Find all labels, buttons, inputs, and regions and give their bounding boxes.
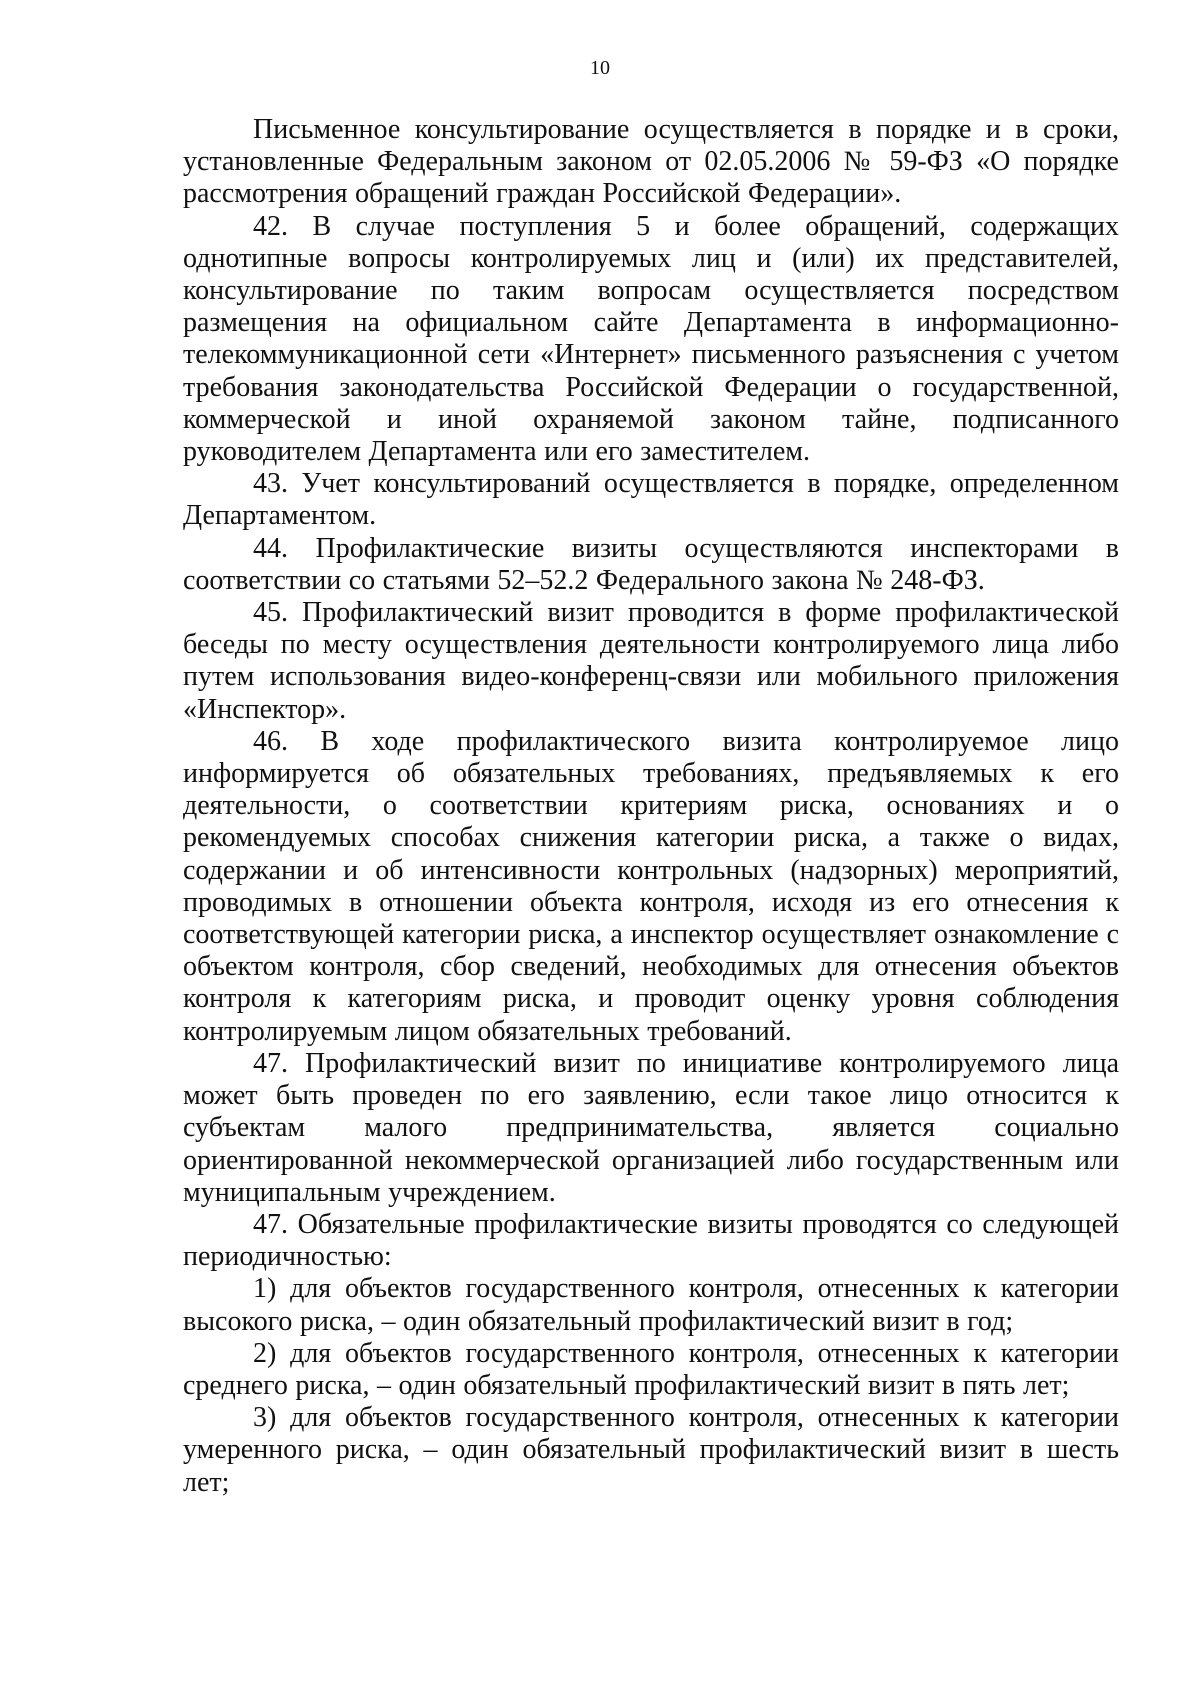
paragraph-written-consultation: Письменное консультирование осуществляется в порядке и в сроки, установленные Федеральным законом от 02.05.2006 № 59-ФЗ «О порядке рассмотрения обращений граждан Российской Федерации».: [183, 114, 1119, 210]
paragraph-45: 45. Профилактический визит проводится в форме профилактической беседы по месту осуществления деятельности контролируемого лица либо путем использования видео-конференц-связи или мобильного приложения «Инспектор».: [183, 597, 1119, 725]
document-body: [183, 114, 1119, 1499]
paragraph-44: 44. Профилактические визиты осуществляются инспекторами в соответствии со статьями 52–52.2 Федерального закона № 248-ФЗ.: [183, 532, 1119, 596]
list-item-1: 1) для объектов государственного контроля, отнесенных к категории высокого риска, – один обязательный профилактический визит в год;: [183, 1273, 1119, 1337]
list-item-2: 2) для объектов государственного контроля, отнесенных к категории среднего риска, – один обязательный профилактический визит в пять лет;: [183, 1337, 1119, 1401]
paragraph-42: 42. В случае поступления 5 и более обращений, содержащих однотипные вопросы контролируемых лиц и (или) их представителей, консультирование по таким вопросам осуществляется посредством размещения на официальном сайте Департамента в информационно-телекоммуникационной сети «Интернет» письменного разъяснения с учетом требования законодательства Российской Федерации о государственной, коммерческой и иной охраняемой законом тайне, подписанного руководителем Департамента или его заместителем.: [183, 210, 1119, 468]
paragraph-43: 43. Учет консультирований осуществляется в порядке, определенном Департаментом.: [183, 468, 1119, 532]
page-number: 10: [590, 57, 610, 79]
list-item-3: 3) для объектов государственного контроля, отнесенных к категории умеренного риска, – один обязательный профилактический визит в шесть лет;: [183, 1402, 1119, 1498]
paragraph-47-mandatory: 47. Обязательные профилактические визиты проводятся со следующей периодичностью:: [183, 1208, 1119, 1273]
paragraph-46: 46. В ходе профилактического визита контролируемое лицо информируется об обязательных требованиях, предъявляемых к его деятельности, о соответствии критериям риска, основаниях и о рекомендуемых способах снижения категории риска, а также о видах, содержании и об интенсивности контрольных (надзорных) мероприятий, проводимых в отношении объекта контроля, исходя из его отнесения к соответствующей категории риска, а инспектор осуществляет ознакомление с объектом контроля, сбор сведений, необходимых для отнесения объектов контроля к категориям риска, и проводит оценку уровня соблюдения контролируемым лицом обязательных требований.: [183, 725, 1119, 1047]
paragraph-47-initiative: 47. Профилактический визит по инициативе контролируемого лица может быть проведен по его заявлению, если такое лицо относится к субъектам малого предпринимательства, является социально ориентированной некоммерческой организацией либо государственным или муниципальным учреждением.: [183, 1047, 1119, 1208]
